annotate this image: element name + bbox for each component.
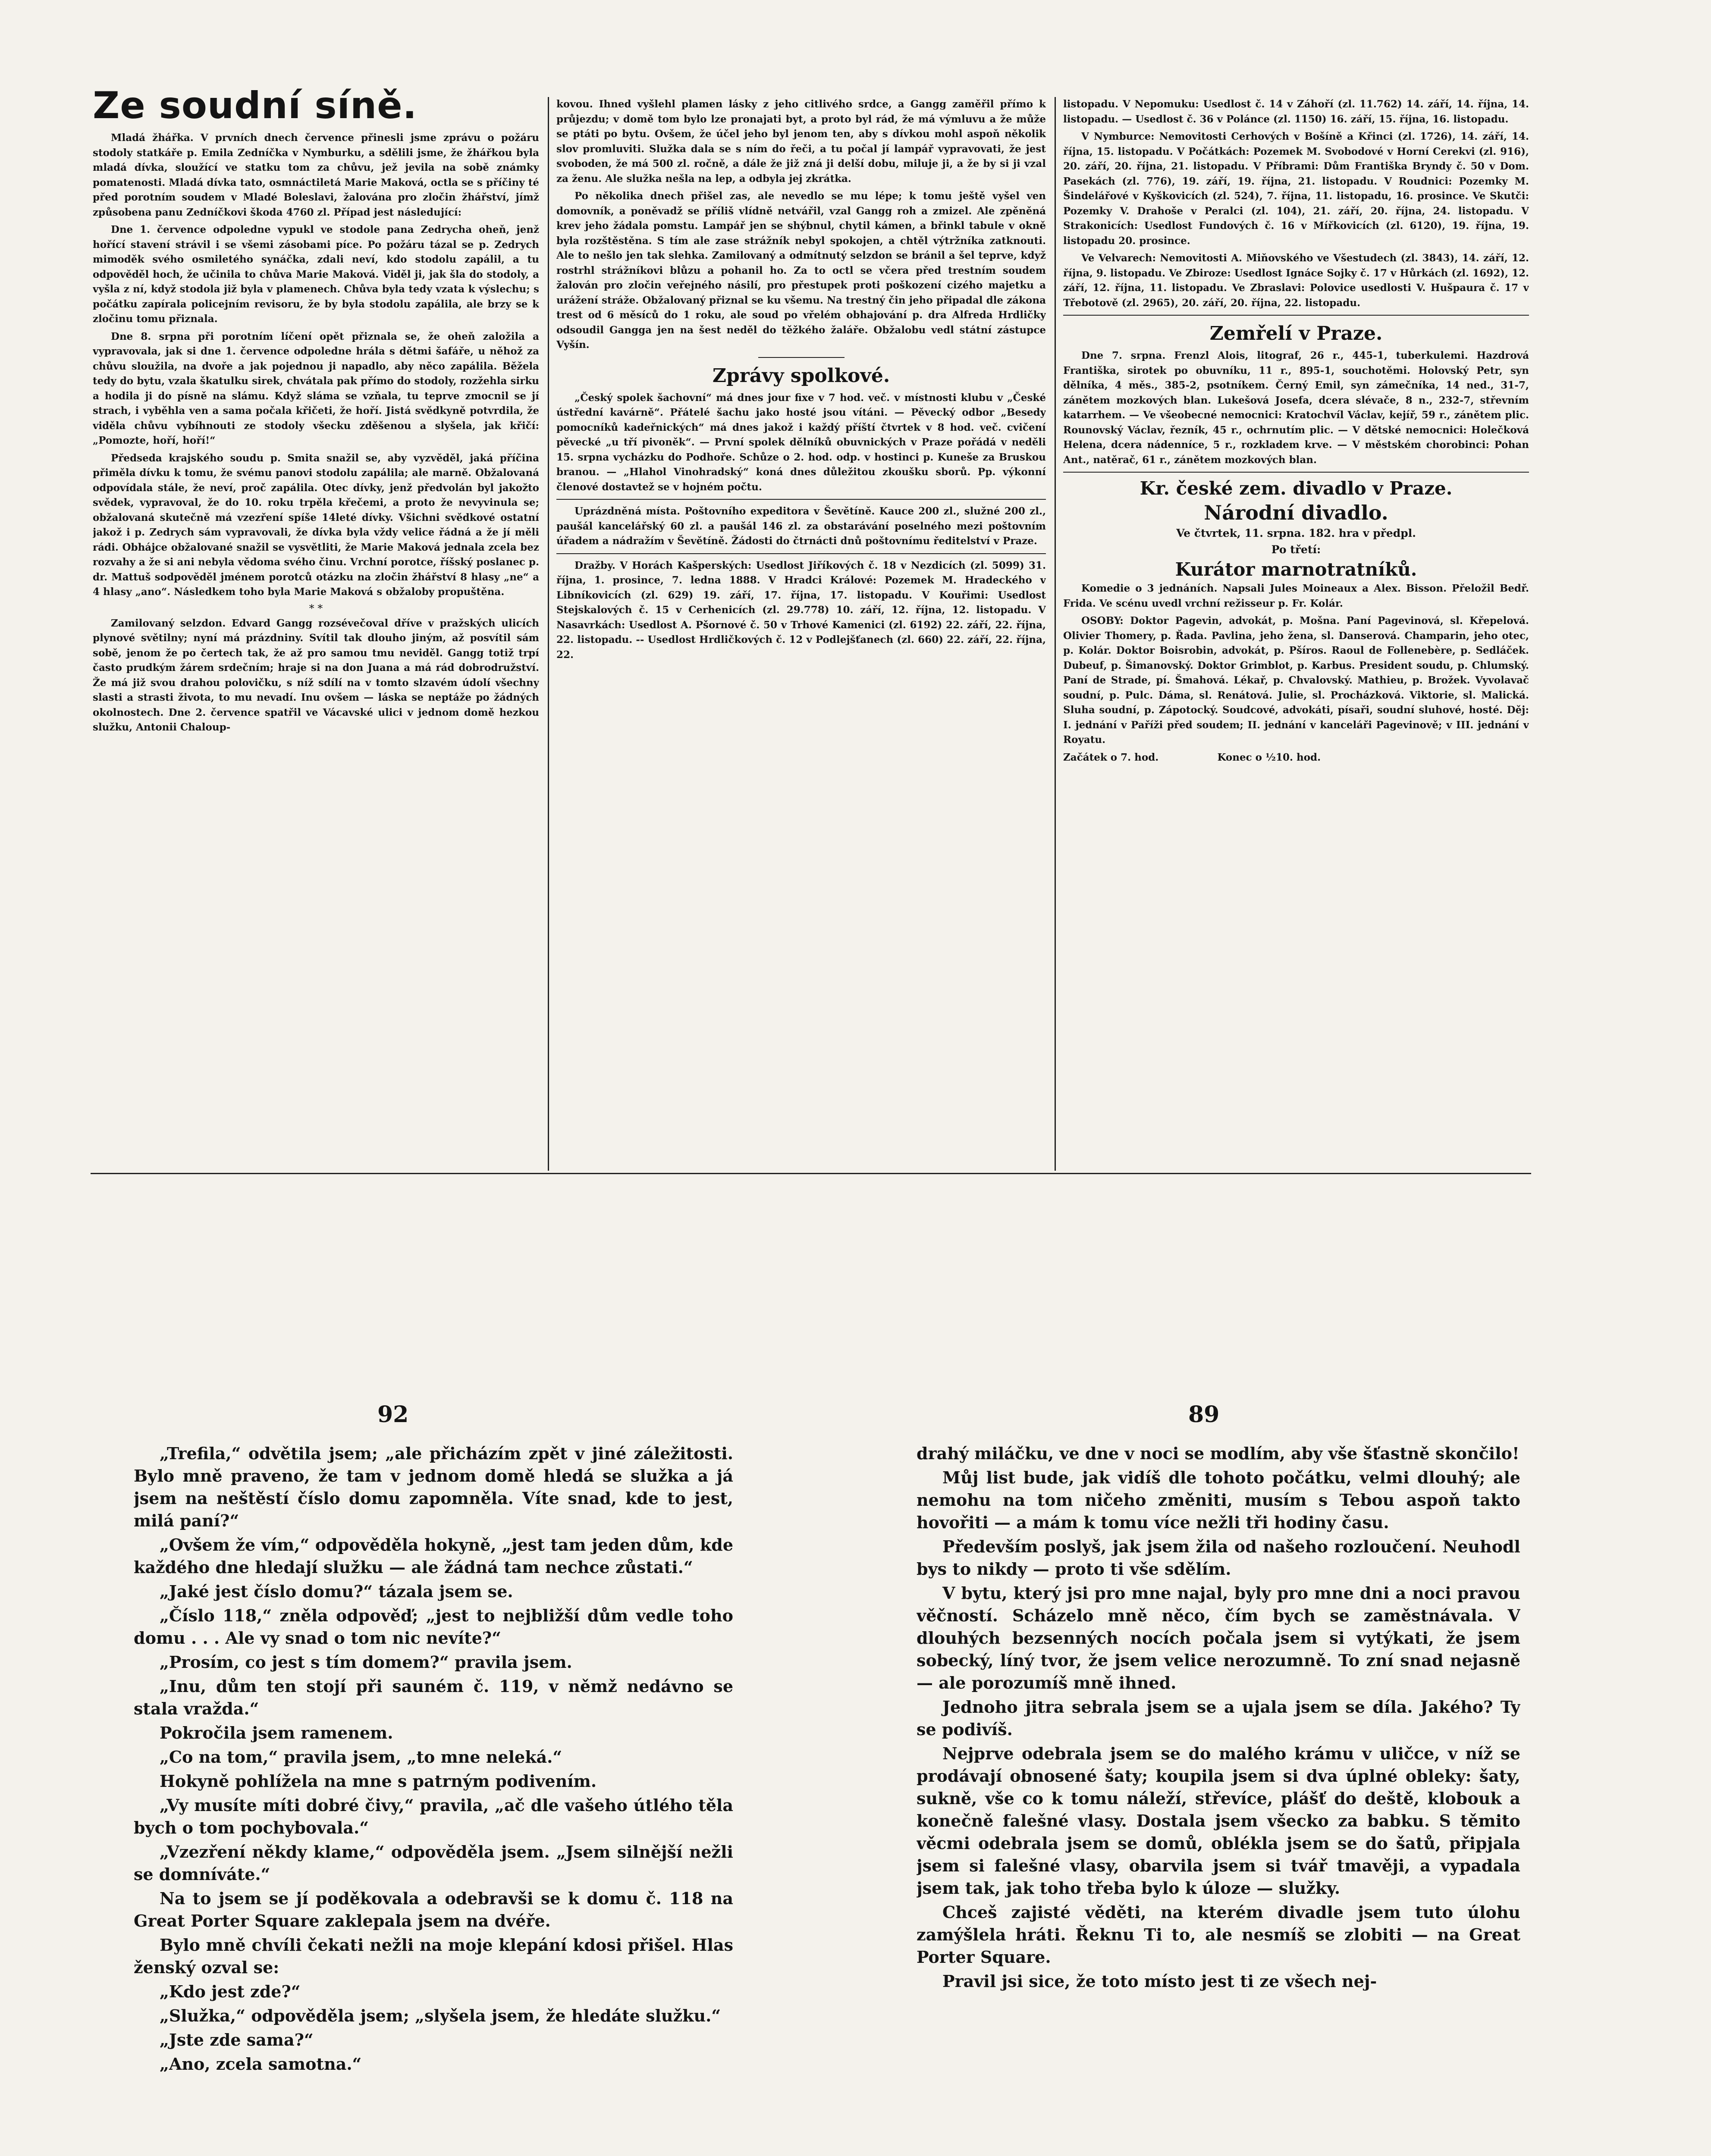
book-paragraph: Jednoho jitra sebrala jsem se a ujala jsem se díla. Jakého? Ty se podivíš. xyxy=(917,1697,1520,1739)
book-paragraph: „Prosím, co jest s tím domem?“ pravila jsem. xyxy=(160,1652,572,1672)
book-paragraph: Pokročila jsem ramenem. xyxy=(160,1723,393,1742)
play-description: Komedie o 3 jednáních. Napsali Jules Moineaux a Alex. Bisson. Přeložil Bedř. Frida. Ve scénu uvedl vrchní režisseur p. Fr. Kolár. xyxy=(1063,583,1529,609)
book-page-left xyxy=(134,1442,733,2156)
section-separator: * * xyxy=(309,602,323,614)
section-rule xyxy=(556,499,1046,500)
auction-paragraph: Dražby. V Horách Kašperských: Usedlost Jiříkových č. 18 v Nezdicích (zl. 5099) 31. října, 1. prosince, 7. ledna 1888. V Hradci Králové: Pozemek M. Hradeckého v Libníkovicích (zl. 629) 19. září, 17. října, 17. listopadu. V Kouřimi: Usedlost Stejskalových č. 15 v Cerhenicích (zl. 29.778) 10. září, 12. října, 12. listopadu. V Nasavrkách: Usedlost A. Pšornové č. 50 v Trhové Kamenici (zl. 6192) 22. září, 22. října, 22. listopadu. -- Usedlost Hrdličkových č. 12 v Podlejšťanech (zl. 660) 22. září, 22. října, 22. xyxy=(556,559,1046,661)
book-paragraph: Chceš zajisté věděti, na kterém divadle jsem tuto úlohu zamýšlela hráti. Řeknu Ti to, ale nesmíš se zlobiti — na Great Porter Square. xyxy=(917,1902,1520,1967)
play-times: Začátek o 7. hod. Konec o ½10. hod. xyxy=(1063,751,1321,763)
book-paragraph: „Ovšem že vím,“ odpověděla hokyně, „jest tam jeden dům, kde každého dne hledají služku — ale žádná tam nechce zůstati.“ xyxy=(134,1535,733,1577)
auction-paragraph: V Nymburce: Nemovitosti Cerhových v Bošíně a Křinci (zl. 1726), 14. září, 14. října, 15. listopadu. V Počátkách: Pozemek M. Svobodové v Horní Cerekvi (zl. 916), 20. září, 20. října, 21. listopadu. V Příbrami: Dům Františka Bryndy č. 50 v Dom. Pasekách (zl. 776), 19. září, 19. října, 21. listopadu. V Roudnici: Pozemky M. Šindelářové v Kyškovicích (zl. 524), 7. října, 11. listopadu, 16. prosince. Ve Skutči: Pozemky V. Drahoše v Peralci (zl. 104), 21. září, 20. října, 24. listopadu. V Strakonicích: Usedlost Fundových č. 16 v Mířkovicích (zl. 6120), 19. října, 19. listopadu 20. prosince. xyxy=(1063,131,1529,247)
book-paragraph: Hokyně pohlížela na mne s patrným podivením. xyxy=(160,1771,597,1791)
court-headline: Ze soudní síně. xyxy=(93,84,418,127)
book-paragraph: „Kdo jest zde?“ xyxy=(160,1982,301,2001)
news-column-2 xyxy=(556,97,1046,1171)
article-paragraph: Dne 1. července odpoledne vypukl ve stodole pana Zedrycha oheň, jenž hořící stavení strávil i se všemi zásobami píce. Po požáru tázal se p. Zedrych mimoděk svého osmiletého synáčka, zdali neví, kdo stodolu zapálil, a tu odpověděl hoch, že učinila to chůva Marie Maková. Viděl ji, jak šla do stodoly, a vyšla z ní, když stodola již byla v plamenech. Chůva byla tedy vzata k výslechu; s počátku zapírala policejním revisoru, že by byla stodolu zapálila, ale brzy se k zločinu tomu přiznala. xyxy=(93,224,539,325)
article-paragraph: Mladá žhářka. V prvních dnech července přinesli jsme zprávu o požáru stodoly statkáře p. Emila Zedníčka v Nymburku, a sdělili jsme, že žhářkou byla mladá dívka, sloužící ve statku tom za chůvu, jež jevila na sobě známky pomatenosti. Mladá dívka tato, osmnáctiletá Marie Maková, octla se s příčiny té před porotním soudem v Mladé Boleslavi, žalována pro zločin žhářství, jímž způsobena panu Zedníčkovi škoda 4760 zl. Případ jest následující: xyxy=(93,132,539,218)
article-paragraph: Zamilovaný selzdon. Edvard Gangg rozsévečoval dříve v pražských ulicích plynové světilny; nyní má prázdniny. Svítil tak dlouho jiným, až posvítil sám sobě, jenom že po čertech tak, že až pro samou tmu neviděl. Gangg totiž trpí často prudkým žárem srdečním; hraje si na don Juana a má rád dobrodružství. Že má již svou drahou polovičku, s níž sdílí na v tomto slzavém údolí všechny slasti a strasti života, to mu nevadí. Inu ovšem — láska se neptáže po žádných okolnostech. Dne 2. července spatřil ve Vácavské ulici v jednom domě hezkou služku, Antonii Chaloup- xyxy=(93,617,539,733)
book-paragraph: drahý miláčku, ve dne v noci se modlím, aby vše šťastně skončilo! xyxy=(917,1444,1519,1463)
book-paragraph: Můj list bude, jak vidíš dle tohoto počátku, velmi dlouhý; ale nemohu na tom ničeho změniti, musím s Tebou aspoň takto hovořiti — a mám k tomu více nežli tři hodiny času. xyxy=(917,1468,1520,1532)
page-number-left: 92 xyxy=(377,1401,409,1428)
article-paragraph: Dne 8. srpna při porotním líčení opět přiznala se, že oheň založila a vypravovala, jak si dne 1. července odpoledne hrála s dětmi šafáře, u něhož za chůvu sloužila, na dvoře a jak pojednou ji napadlo, aby něco zapálila. Běžela tedy do bytu, vzala škatulku sirek, chvátala pak přímo do stodoly, rozžehla sirku a hodila ji do písně na slámu. Když sláma se vzňala, tu teprve zmocnil se jí strach, i vyběhla ven a sama počala křičeti, že hoří. Jistá svědkyně potvrdila, že viděla chůvu vybíhnouti ze stodoly všecku zděšenou a slyšela, jak křičí: „Pomozte, hoří, hoří!“ xyxy=(93,330,539,446)
section-rule xyxy=(1063,315,1529,316)
book-paragraph: „Vy musíte míti dobré čivy,“ pravila, „ač dle vašeho útlého těla bych o tom pochybovala.“ xyxy=(134,1796,733,1837)
book-paragraph: Nejprve odebrala jsem se do malého krámu v uličce, v níž se prodávají obnosené šaty; koupila jsem si dva úplné obleky: šaty, sukně, vše co k tomu náleží, střevíce, plášť do deště, klobouk a konečně falešné vlasy. Dostala jsem všecko za babku. S těmito věcmi odebrala jsem se domů, oblékla jsem se do šatů, připjala jsem si falešné vlasy, obarvila jsem si tvář tmavěji, a vypadala jsem tak, jak toho třeba bylo k úloze — služky. xyxy=(917,1744,1520,1898)
vacancy-paragraph: Uprázdněná místa. Poštovního expeditora v Ševětíně. Kauce 200 zl., služné 200 zl., paušál kancelářský 60 zl. a paušál 146 zl. za obstarávání poselného mezi poštovním úřadem a nádražím v Ševětíně. Žádosti do čtrnácti dnů poštovnímu ředitelství v Praze. xyxy=(556,505,1046,547)
deaths-title: Zemřelí v Praze. xyxy=(1209,323,1383,345)
section-rule xyxy=(1063,472,1529,473)
club-news-title: Zprávy spolkové. xyxy=(712,364,890,387)
theatre-date: Ve čtvrtek, 11. srpna. 182. hra v předpl. xyxy=(1176,527,1416,539)
book-paragraph: „Jaké jest číslo domu?“ tázala jsem se. xyxy=(160,1582,513,1601)
section-rule xyxy=(758,357,845,358)
book-paragraph: V bytu, který jsi pro mne najal, byly pro mne dni a noci pravou věčností. Scházelo mně něco, čím bych se zaměstnávala. V dlouhých bezsenných nocích počala jsem si vytýkati, že jsem sobecký, líný tvor, že jsem velice nerozumně. To zní snad nejasně — ale porozumíš mně ihned. xyxy=(917,1583,1520,1692)
book-paragraph: „Číslo 118,“ zněla odpověď; „jest to nejbližší dům vedle toho domu . . . Ale vy snad o tom nic nevíte?“ xyxy=(134,1606,733,1648)
book-paragraph: „Co na tom,“ pravila jsem, „to mne neleká.“ xyxy=(160,1747,562,1767)
book-paragraph: „Služka,“ odpověděla jsem; „slyšela jsem, že hledáte služku.“ xyxy=(160,2006,721,2025)
article-paragraph: Předseda krajského soudu p. Smita snažil se, aby vyzvěděl, jaká příčina přiměla dívku k tomu, že svému panovi stodolu zapálila; ale marně. Obžalovaná odpovídala stále, že neví, proč zapálila. Otec dívky, jenž předvolán byl jakožto svědek, vypravoval, že do 10. roku trpěla křečemi, a proto že nevyvinula se; obžalovaná skutečně má vzezření spíše 14leté dívky. Všichni svědkové ostatní jakož i p. Zedrych sám vypravovali, že dívka byla vždy velice řádná a že jí měli rádi. Obhájce obžalované snažil se vysvětliti, že Marie Maková jednala zcela bez rozvahy a že si ani nebyla vědoma svého činu. Vrchní porotce, říšský poslanec p. dr. Mattuš sodpověděl jménem porotců otázku na zločin žhářství 8 hlasy „ne“ a 4 hlasy „ano“. Následkem toho byla Marie Maková s obžaloby propuštěna. xyxy=(93,452,539,598)
book-paragraph: „Trefila,“ odvětila jsem; „ale přicházím zpět v jiné záležitosti. Bylo mně praveno, že tam v jednom domě hledá se služka a já jsem na neštěstí číslo domu zapomněla. Víte snad, kde to jest, milá paní?“ xyxy=(134,1444,733,1530)
bottom-border xyxy=(91,1173,1531,1174)
book-paragraph: Bylo mně chvíli čekati nežli na moje klepání kdosi přišel. Hlas ženský ozval se: xyxy=(134,1935,733,1977)
club-news-paragraph: „Český spolek šachovní“ má dnes jour fixe v 7 hod. več. v místnosti klubu v „České ústřední kavárně“. Přátelé šachu jako hosté jsou vítáni. — Pěvecký odbor „Besedy pomocníků kadeřnických“ má dnes jakož i každý příští čtvrtek v 8 hod. več. cvičení pěvecké „u tří pivoněk“. — První spolek dělníků obuvnických v Praze pořádá v neděli 15. srpna vycházku do Podhoře. Schůze o 2. hod. odp. v hostinci p. Kuneše za Bruskou branou. — „Hlahol Vinohradský“ koná dnes důležitou zkoušku sborů. Pp. výkonní členové dostavtež se v hojném počtu. xyxy=(556,392,1046,493)
play-title: Kurátor marnotratníků. xyxy=(1175,559,1417,580)
theatre-performance-count: Po třetí: xyxy=(1271,543,1321,556)
article-paragraph: Po několika dnech přišel zas, ale nevedlo se mu lépe; k tomu ještě vyšel ven domovník, a poněvadž se příliš vlídně netvářil, vzal Gangg roh a zmizel. Ale zpěněná krev jeho žádala pomstu. Lampář jen se shýbnul, chytil kámen, a břinkl tabule v okně byla rozštěstěna. S tím ale zase strážník nebyl spokojen, a chtěl výtržníka zatknouti. Ale to nešlo jen tak slehka. Zamilovaný a odmítnutý selzdon se bránil a šel teprve, když rostrhl strážníkovi blůzu a pohanil ho. Za to octl se včera před trestním soudem žalován pro zločin veřejného násilí, pro přestupek proti poškození cizého majetku a urážení stráže. Obžalovaný přiznal se ku všemu. Na trestný čin jeho připadal dle zákona trest od 6 měsíců do 1 roku, ale soud po vřelém obhajování p. dra Alfreda Hrdličky odsoudil Gangga jen na šest neděl do těžkého žaláře. Obžalobu vedl státní zástupce Vyšín. xyxy=(556,190,1046,351)
theatre-name: Národní divadlo. xyxy=(1204,501,1388,524)
column-divider xyxy=(548,97,549,1171)
column-divider xyxy=(1055,97,1056,1171)
book-paragraph: Na to jsem se jí poděkovala a odebravši se k domu č. 118 na Great Porter Square zaklepala jsem na dvéře. xyxy=(134,1889,733,1930)
page-number-right: 89 xyxy=(1188,1401,1220,1428)
news-column-1 xyxy=(93,84,539,1171)
auction-paragraph: listopadu. V Nepomuku: Usedlost č. 14 v Záhoří (zl. 11.762) 14. září, 14. října, 14. listopadu. — Usedlost č. 36 v Polánce (zl. 1150) 16. září, 15. října, 16. listopadu. xyxy=(1063,98,1529,125)
book-paragraph: „Jste zde sama?“ xyxy=(160,2030,314,2049)
news-column-3 xyxy=(1063,97,1529,1171)
deaths-paragraph: Dne 7. srpna. Frenzl Alois, litograf, 26 r., 445-1, tuberkulemi. Hazdrová Františka, sirotek po obuvníku, 11 r., 895-1, souchotěmi. Holovský Petr, syn dělníka, 4 měs., 385-2, psotníkem. Černý Emil, syn zámečníka, 14 ned., 31-7, zánětem mozkových blan. Lukešová Josefa, dcera slévače, 8 n., 232-7, střevním katarrhem. — Ve všeobecné nemocnici: Kratochvíl Václav, kejíř, 59 r., zánětem plic. Rounovský Václav, řezník, 45 r., ochrnutím plic. — V dětské nemocnici: Holečková Helena, dcera nádenníce, 5 r., rozkladem krve. — V městském chorobinci: Pohan Ant., natěrač, 61 r., zánětem mozkových blan. xyxy=(1063,350,1529,466)
play-cast: OSOBY: Doktor Pagevin, advokát, p. Mošna. Paní Pagevinová, sl. Křepelová. Olivier Thomery, p. Řada. Pavlina, jeho žena, sl. Danserová. Champarin, jeho otec, p. Kolár. Doktor Boisrobin, advokát, p. Pšíros. Raoul de Follenebère, p. Sedláček. Dubeuf, p. Šimanovský. Doktor Grimblot, p. Karbus. President soudu, p. Chlumský. Paní de Strade, pí. Šmahová. Lékař, p. Chvalovský. Mathieu, p. Brožek. Vyvolavač soudní, p. Pulc. Dáma, sl. Renátová. Julie, sl. Procházková. Viktorie, sl. Malická. Sluha soudní, p. Zápotocký. Soudcové, advokáti, písaři, soudní sluhové, hosté. Děj: I. jednání v Paříži před soudem; II. jednání v kanceláři Pagevinově; v III. jednání v Royatu. xyxy=(1063,615,1529,746)
theatre-heading: Kr. české zem. divadlo v Praze. xyxy=(1140,478,1453,499)
auction-paragraph: Ve Velvarech: Nemovitosti A. Miňovského ve Všestudech (zl. 3843), 14. září, 12. října, 9. listopadu. Ve Zbiroze: Usedlost Ignáce Sojky č. 17 v Hůrkách (zl. 1692), 12. září, 12. října, 11. listopadu. Ve Zbraslavi: Polovice usedlosti V. Hušpaura č. 17 v Třebotově (zl. 2965), 20. září, 20. října, 22. listopadu. xyxy=(1063,252,1529,309)
book-paragraph: Pravil jsi sice, že toto místo jest ti ze všech nej- xyxy=(942,1971,1377,1991)
book-page-right xyxy=(917,1442,1520,2156)
book-paragraph: „Ano, zcela samotna.“ xyxy=(160,2054,362,2074)
article-paragraph: kovou. Ihned vyšlehl plamen lásky z jeho citlivého srdce, a Gangg zaměřil přímo k průjezdu; v domě tom bylo lze pronajati byt, a proto byl rád, že má výmluvu a že může se ptáti po bytu. Ovšem, že účel jeho byl jenom ten, aby s dívkou mohl aspoň několik slov promluviti. Služka dala se s ním do řeči, a tu počal jí lampář vypravovati, že jest svoboden, že má 500 zl. ročně, a dále že již zná ji delší dobu, miluje ji, a že by si ji vzal za ženu. Ale služka nešla na lep, a odbyla jej zkrátka. xyxy=(556,98,1046,185)
section-rule xyxy=(556,553,1046,554)
book-paragraph: „Vzezření někdy klame,“ odpověděla jsem. „Jsem silnější nežli se domníváte.“ xyxy=(134,1842,733,1884)
book-paragraph: „Inu, dům ten stojí při sauném č. 119, v němž nedávno se stala vražda.“ xyxy=(134,1677,733,1718)
book-paragraph: Především poslyš, jak jsem žila od našeho rozloučení. Neuhodl bys to nikdy — proto ti vše sdělím. xyxy=(917,1537,1520,1579)
